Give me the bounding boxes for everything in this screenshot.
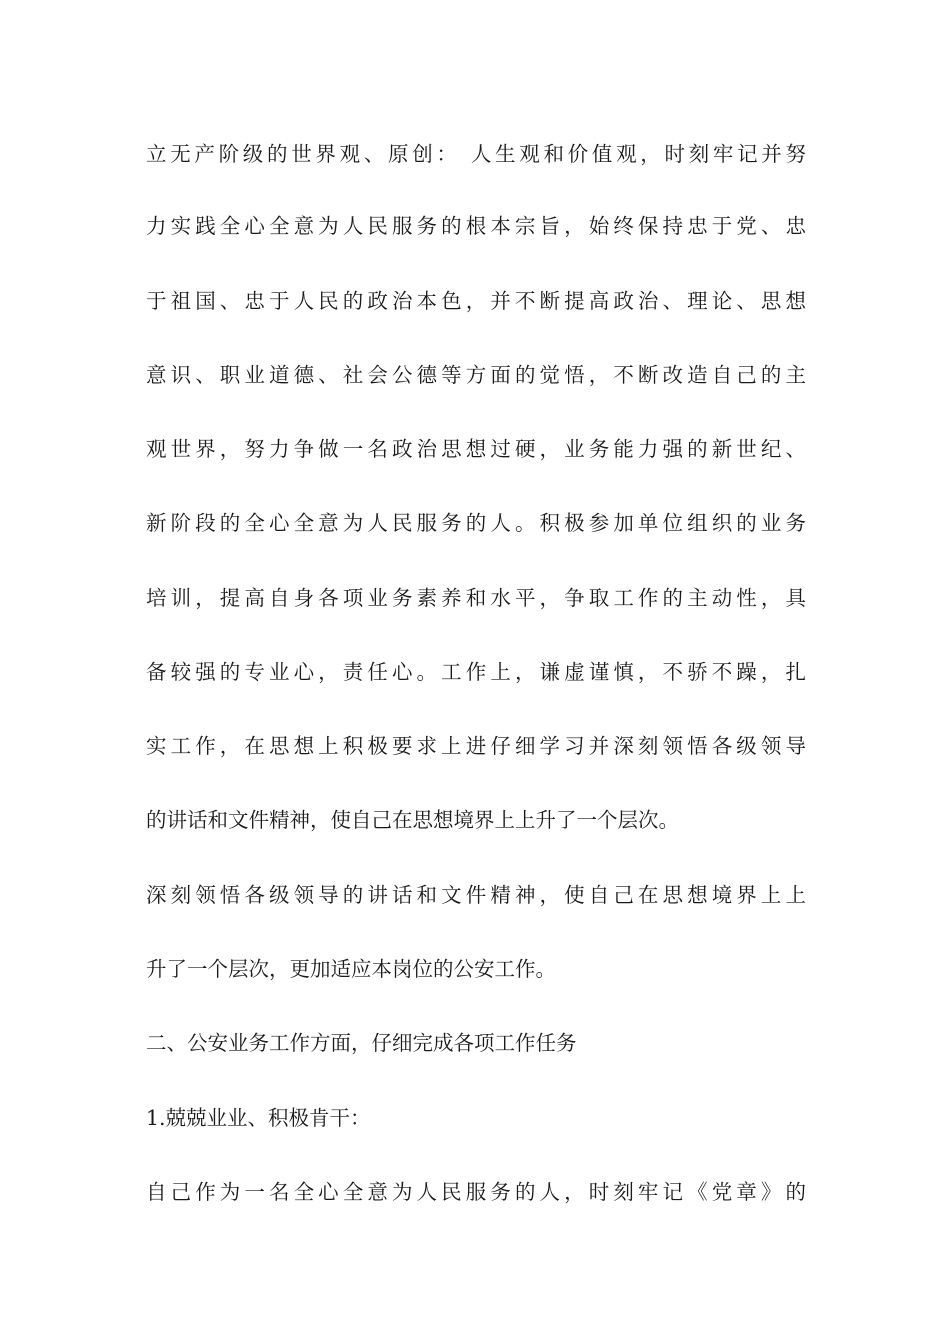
paragraph-line: 深刻领悟各级领导的讲话和文件精神，使自己在思想境界上上 <box>146 883 806 907</box>
paragraph-line: 升了一个层次，更加适应本岗位的公安工作。 <box>146 957 556 981</box>
paragraph-line: 于祖国、忠于人民的政治本色，并不断提高政治、理论、思想 <box>146 289 806 313</box>
paragraph-line: 新阶段的全心全意为人民服务的人。积极参加单位组织的业务 <box>146 511 806 535</box>
section-heading: 二、公安业务工作方面，仔细完成各项工作任务 <box>146 1031 577 1055</box>
paragraph-line: 的讲话和文件精神，使自己在思想境界上上升了一个层次。 <box>146 808 679 832</box>
paragraph-line: 力实践全心全意为人民服务的根本宗旨，始终保持忠于党、忠 <box>146 214 806 238</box>
paragraph-line: 观世界，努力争做一名政治思想过硬，业务能力强的新世纪、 <box>146 437 806 461</box>
subsection-heading: 1.兢兢业业、积极肯干： <box>146 1106 371 1130</box>
paragraph-line: 立无产阶级的世界观、原创： 人生观和价值观，时刻牢记并努 <box>146 142 806 166</box>
paragraph-line: 自己作为一名全心全意为人民服务的人，时刻牢记《党章》的 <box>146 1180 806 1204</box>
paragraph-line: 备较强的专业心，责任心。工作上，谦虚谨慎，不骄不躁，扎 <box>146 660 806 684</box>
paragraph-line: 培训，提高自身各项业务素养和水平，争取工作的主动性，具 <box>146 586 806 610</box>
paragraph-line: 实工作，在思想上积极要求上进仔细学习并深刻领悟各级领导 <box>146 734 806 758</box>
paragraph-line: 意识、职业道德、社会公德等方面的觉悟，不断改造自己的主 <box>146 363 806 387</box>
